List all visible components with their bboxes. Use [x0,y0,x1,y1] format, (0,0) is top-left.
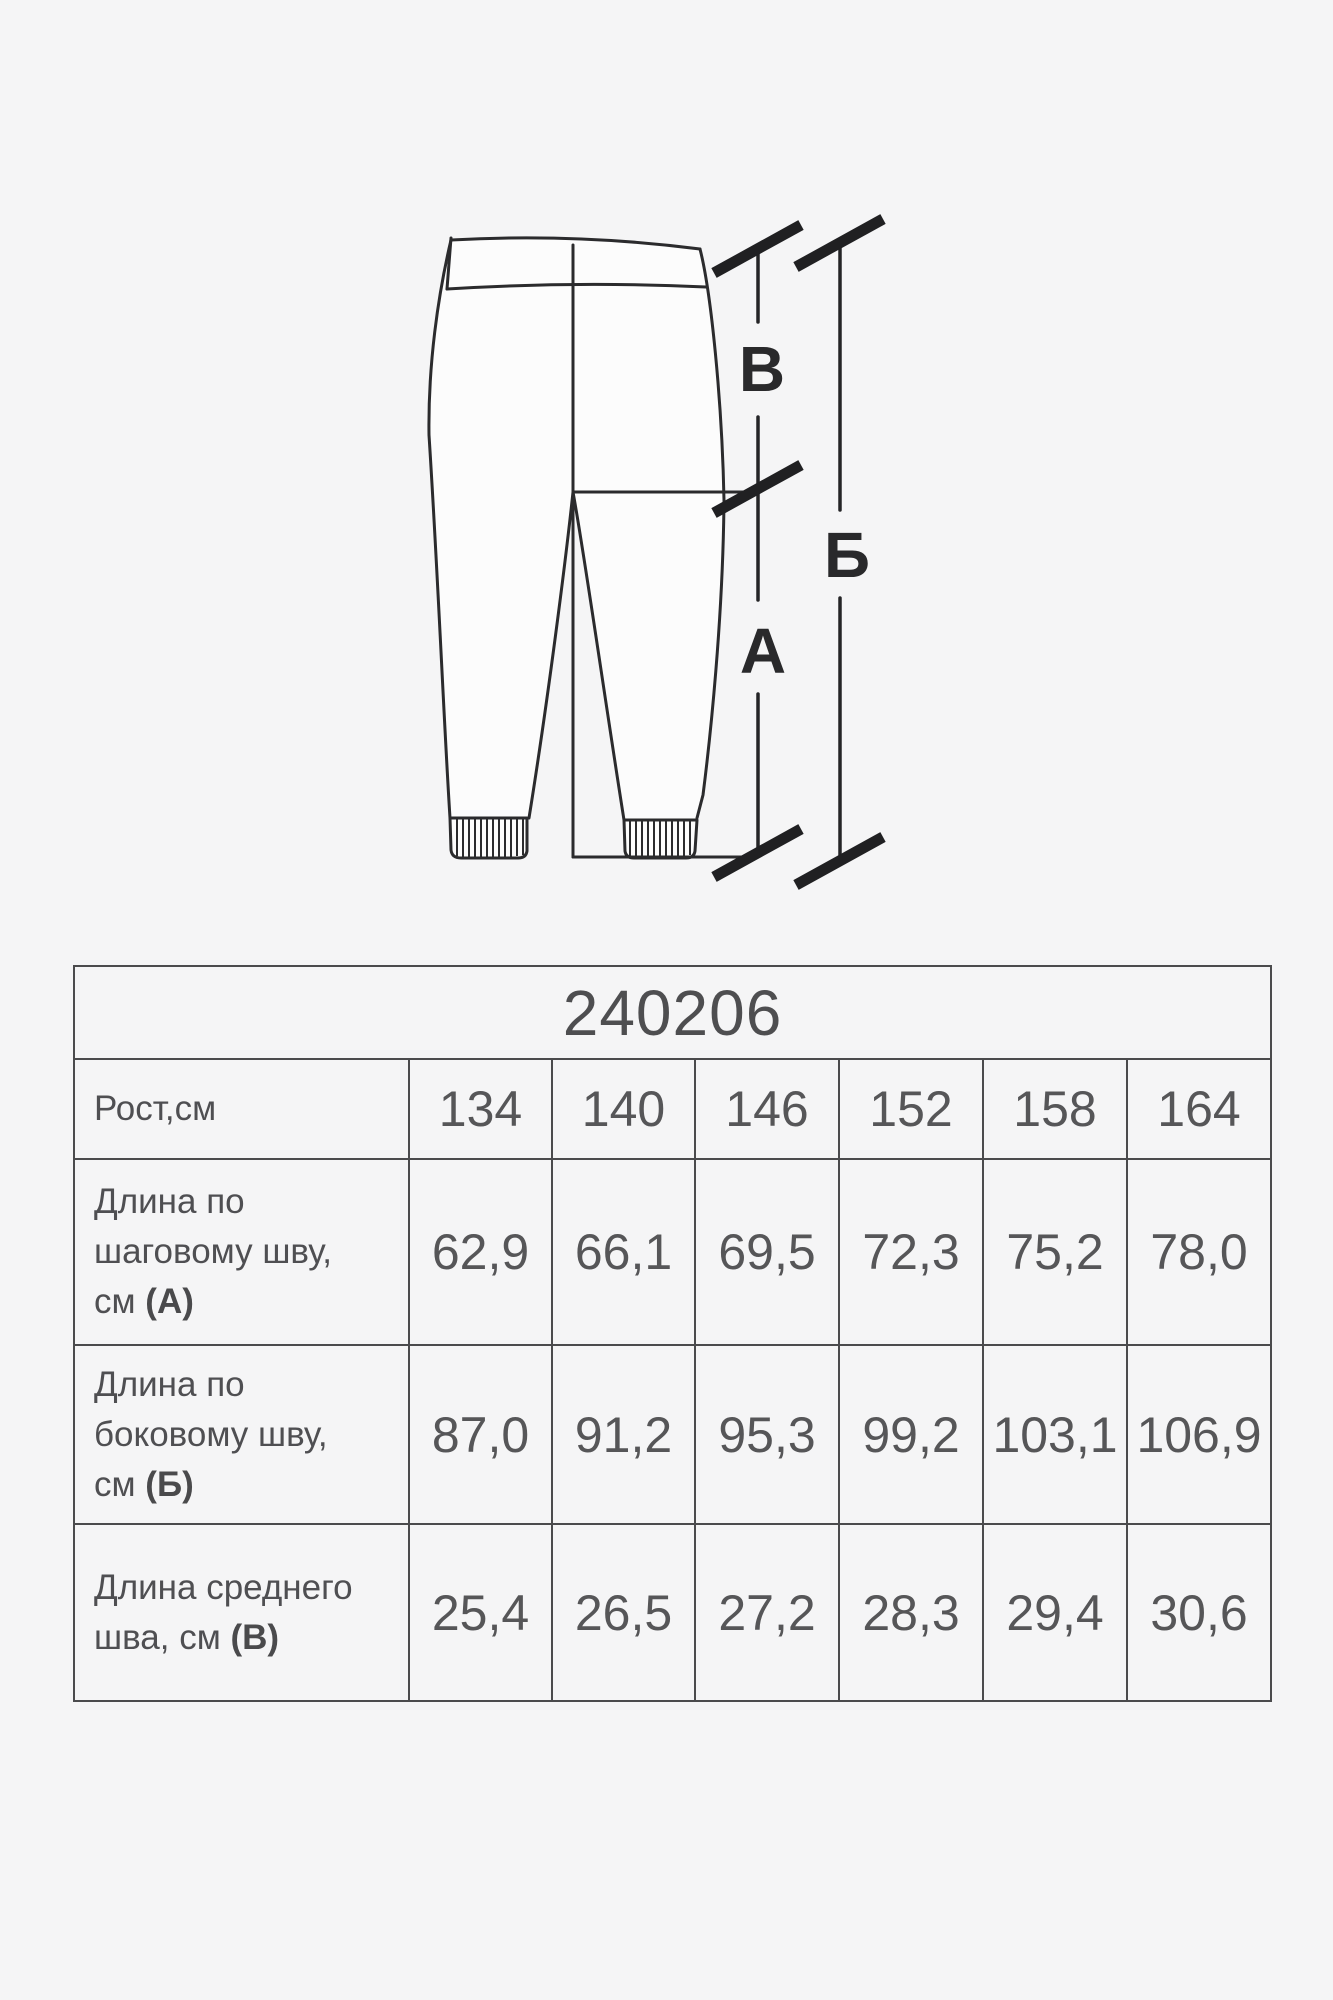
middle-seam-value: 25,4 [409,1524,552,1701]
label-middle-seam: В [738,333,786,405]
inseam-length-row [74,1159,1271,1345]
side-seam-value: 103,1 [983,1345,1127,1524]
middle-seam-value: 27,2 [695,1524,839,1701]
inseam-value: 62,9 [409,1159,552,1345]
side-seam-length-row [74,1345,1271,1524]
height-value: 158 [983,1059,1127,1159]
middle-seam-length-label: Длина среднего шва, см (В) [74,1524,409,1701]
label-inseam: А [739,615,787,687]
middle-seam-value: 29,4 [983,1524,1127,1701]
middle-seam-value: 26,5 [552,1524,695,1701]
height-row [74,1059,1271,1159]
inseam-value: 75,2 [983,1159,1127,1345]
height-value: 140 [552,1059,695,1159]
height-row-label: Рост,см [74,1059,409,1159]
side-seam-value: 91,2 [552,1345,695,1524]
inseam-length-label: Длина по шаговому шву, см (А) [74,1159,409,1345]
height-value: 164 [1127,1059,1271,1159]
middle-seam-length-row [74,1524,1271,1701]
side-seam-value: 106,9 [1127,1345,1271,1524]
height-value: 134 [409,1059,552,1159]
inseam-value: 72,3 [839,1159,983,1345]
inseam-value: 69,5 [695,1159,839,1345]
side-seam-value: 87,0 [409,1345,552,1524]
side-seam-length-label: Длина по боковому шву, см (Б) [74,1345,409,1524]
pants-silhouette [429,238,724,858]
side-seam-value: 95,3 [695,1345,839,1524]
article-row [74,966,1271,1059]
middle-seam-value: 30,6 [1127,1524,1271,1701]
inseam-value: 66,1 [552,1159,695,1345]
height-value: 152 [839,1059,983,1159]
side-seam-value: 99,2 [839,1345,983,1524]
size-table [73,965,1272,1702]
inseam-value: 78,0 [1127,1159,1271,1345]
article-number: 240206 [74,966,1271,1059]
middle-seam-value: 28,3 [839,1524,983,1701]
height-value: 146 [695,1059,839,1159]
label-side-seam: Б [824,519,870,591]
